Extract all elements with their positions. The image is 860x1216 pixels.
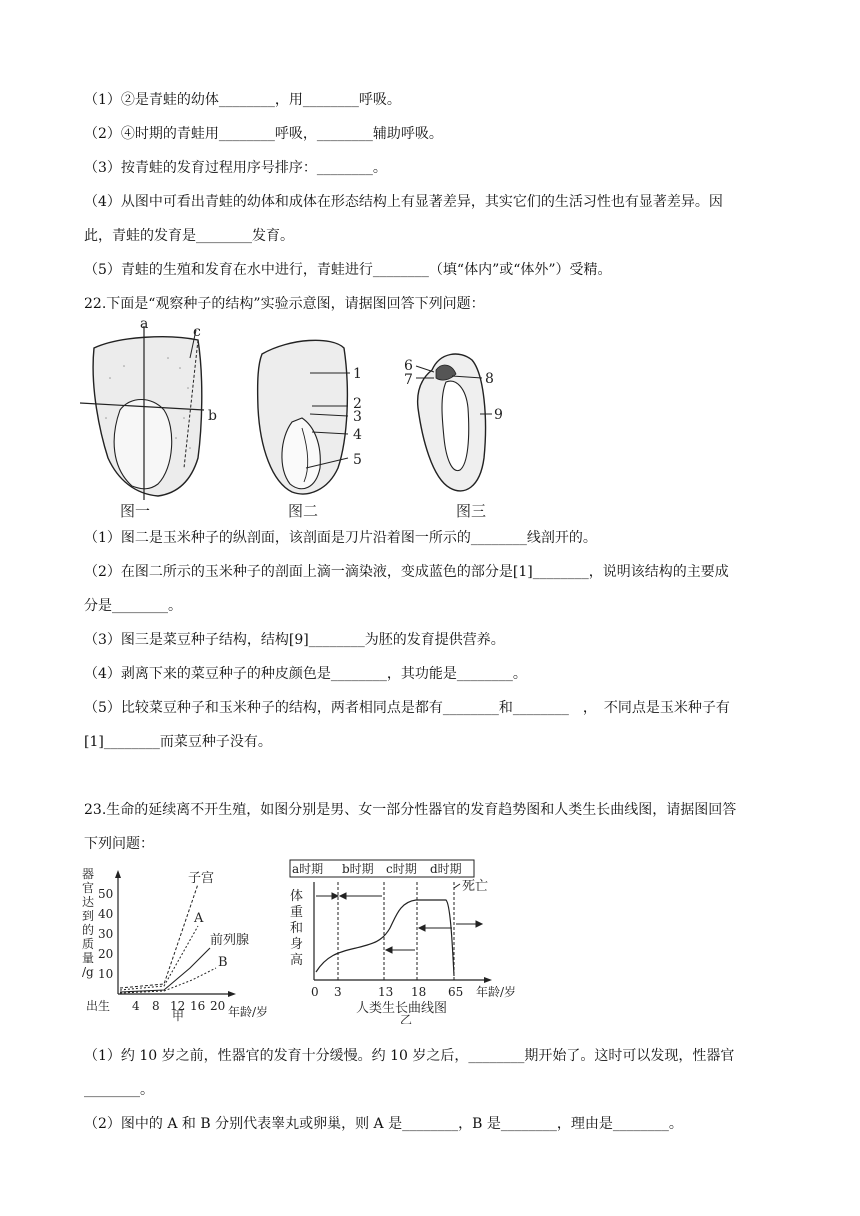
q23-line-3: （2）图中的 A 和 B 分别代表睾丸或卵巢，则 A 是________，B 是________，理由是________。 bbox=[84, 1116, 683, 1132]
q21-line-3: （3）按青蛙的发育过程用序号排序：________。 bbox=[84, 160, 387, 176]
label-prostate: 前列腺 bbox=[210, 933, 250, 948]
period-d: d时期 bbox=[430, 862, 462, 876]
label-b: B bbox=[218, 955, 228, 970]
seed-structure-figure bbox=[80, 318, 530, 520]
fig2-label-1: 1 bbox=[353, 366, 362, 382]
fig2-label-3: 3 bbox=[353, 409, 362, 425]
yi-x-ticks bbox=[311, 985, 463, 999]
jia-yticks-label: 10 bbox=[98, 967, 114, 981]
jia-yticks-label: 50 bbox=[98, 887, 114, 901]
jia-y-ticks bbox=[98, 887, 113, 981]
fig2-label-4: 4 bbox=[353, 427, 362, 443]
jia-x-ticks bbox=[86, 998, 225, 1013]
fig3-label-7: 7 bbox=[404, 372, 413, 388]
jia-xticks-label: 4 bbox=[132, 999, 140, 1013]
jia-xticks-label: 12 bbox=[170, 999, 186, 1013]
svg-text:的: 的 bbox=[82, 923, 95, 937]
svg-text:量: 量 bbox=[82, 951, 95, 965]
q23-title-line-1: 23.生命的延续离不开生殖，如图分别是男、女一部分性器官的发育趋势图和人类生长曲线图，请据图回答 bbox=[84, 802, 737, 818]
uterus-curve bbox=[120, 884, 198, 988]
period-c: c时期 bbox=[386, 862, 417, 876]
fig3-label-8: 8 bbox=[485, 371, 494, 387]
caption-figure-one: 图一 bbox=[120, 502, 151, 520]
svg-text:重: 重 bbox=[290, 905, 304, 920]
q21-line-6: （5）青蛙的生殖和发育在水中进行，青蛙进行________（填“体内”或“体外”）受精。 bbox=[84, 262, 612, 278]
caption-figure-three: 图三 bbox=[456, 502, 487, 520]
q23-line-1: （1）约 10 岁之前，性器官的发育十分缓慢。约 10 岁之后，________期开始了。这时可以发现，性器官 bbox=[84, 1048, 735, 1064]
jia-xlabel: 年龄/岁 bbox=[228, 1005, 269, 1019]
period-b: b时期 bbox=[342, 862, 374, 876]
fig3-label-9: 9 bbox=[494, 407, 503, 423]
svg-text:器: 器 bbox=[82, 867, 95, 881]
svg-text:达: 达 bbox=[82, 895, 95, 909]
period-a: a时期 bbox=[292, 862, 324, 876]
jia-yticks-label: 30 bbox=[98, 927, 114, 941]
svg-text:官: 官 bbox=[82, 881, 95, 895]
yi-xticks-label: 18 bbox=[411, 985, 427, 999]
q23-line-2: ________。 bbox=[84, 1082, 154, 1098]
jia-xticks-label: 20 bbox=[210, 999, 226, 1013]
svg-text:/g: /g bbox=[82, 965, 94, 979]
q22-line-4: （3）图三是菜豆种子结构，结构[9]________为胚的发育提供营养。 bbox=[84, 632, 505, 648]
jia-xticks-label: 出生 bbox=[86, 999, 111, 1013]
q22-line-3: 分是________。 bbox=[84, 598, 182, 614]
svg-text:高: 高 bbox=[290, 953, 304, 968]
yi-xticks-label: 3 bbox=[334, 985, 342, 999]
q21-line-2: （2）④时期的青蛙用________呼吸，________辅助呼吸。 bbox=[84, 126, 443, 142]
label-a: A bbox=[194, 911, 204, 926]
prostate-curve bbox=[120, 948, 210, 992]
fig3-label-6: 6 bbox=[404, 358, 413, 374]
growth-curve bbox=[316, 900, 454, 976]
jia-yticks-label: 40 bbox=[98, 907, 114, 921]
figure-two-corn-section bbox=[258, 340, 362, 520]
label-uterus: 子宫 bbox=[188, 871, 215, 886]
human-growth-chart bbox=[286, 856, 548, 1024]
death-label: 死亡 bbox=[462, 879, 489, 894]
svg-text:体: 体 bbox=[290, 889, 304, 904]
fig2-label-5: 5 bbox=[353, 452, 362, 468]
yi-xticks-label: 0 bbox=[311, 985, 319, 999]
q21-line-5: 此，青蛙的发育是________发育。 bbox=[84, 228, 294, 244]
q22-line-7: [1]________而菜豆种子没有。 bbox=[84, 734, 272, 750]
svg-text:到: 到 bbox=[82, 909, 95, 923]
yi-ylabel bbox=[290, 888, 303, 968]
fig1-label-c: c bbox=[193, 324, 201, 340]
q22-line-2: （2）在图二所示的玉米种子的剖面上滴一滴染液，变成蓝色的部分是[1]________，说明该结构的主要成 bbox=[84, 564, 729, 580]
jia-xticks-label: 16 bbox=[190, 999, 206, 1013]
q21-line-4: （4）从图中可看出青蛙的幼体和成体在形态结构上有显著差异，其实它们的生活习性也有显著差异。因 bbox=[84, 194, 723, 210]
jia-ylabel bbox=[82, 867, 94, 979]
jia-caption: 甲 bbox=[172, 1009, 185, 1022]
figure-three-bean-seed bbox=[404, 354, 503, 520]
svg-text:和: 和 bbox=[290, 921, 304, 936]
jia-yticks-label: 20 bbox=[98, 947, 114, 961]
yi-xticks-label: 13 bbox=[378, 985, 394, 999]
svg-text:质: 质 bbox=[82, 937, 95, 951]
yi-caption: 乙 bbox=[400, 1013, 413, 1024]
q22-title: 22.下面是“观察种子的结构”实验示意图，请据图回答下列问题： bbox=[84, 296, 485, 312]
fig1-label-b: b bbox=[208, 408, 217, 424]
yi-xlabel: 年龄/岁 bbox=[476, 985, 517, 999]
q23-title-line-2: 下列问题： bbox=[84, 836, 154, 852]
fig1-label-a: a bbox=[140, 318, 149, 332]
caption-figure-two: 图二 bbox=[288, 502, 319, 520]
jia-xticks-label: 8 bbox=[152, 999, 160, 1013]
q22-line-5: （4）剥离下来的菜豆种子的种皮颜色是________，其功能是________。 bbox=[84, 666, 527, 682]
q22-line-1: （1）图二是玉米种子的纵剖面，该剖面是刀片沿着图一所示的________线剖开的。 bbox=[84, 530, 597, 546]
yi-xticks-label: 65 bbox=[448, 985, 464, 999]
q21-line-1: （1）②是青蛙的幼体________，用________呼吸。 bbox=[84, 92, 401, 108]
fig2-label-2: 2 bbox=[353, 396, 362, 412]
organ-development-chart bbox=[80, 856, 292, 1022]
curve-a bbox=[120, 926, 198, 990]
q22-line-6: （5）比较菜豆种子和玉米种子的结构，两者相同点是都有________和________ ， 不同点是玉米种子有 bbox=[84, 700, 730, 716]
figure-one-corn-kernel bbox=[80, 318, 217, 520]
svg-text:身: 身 bbox=[290, 937, 304, 952]
yi-title: 人类生长曲线图 bbox=[356, 1001, 448, 1016]
